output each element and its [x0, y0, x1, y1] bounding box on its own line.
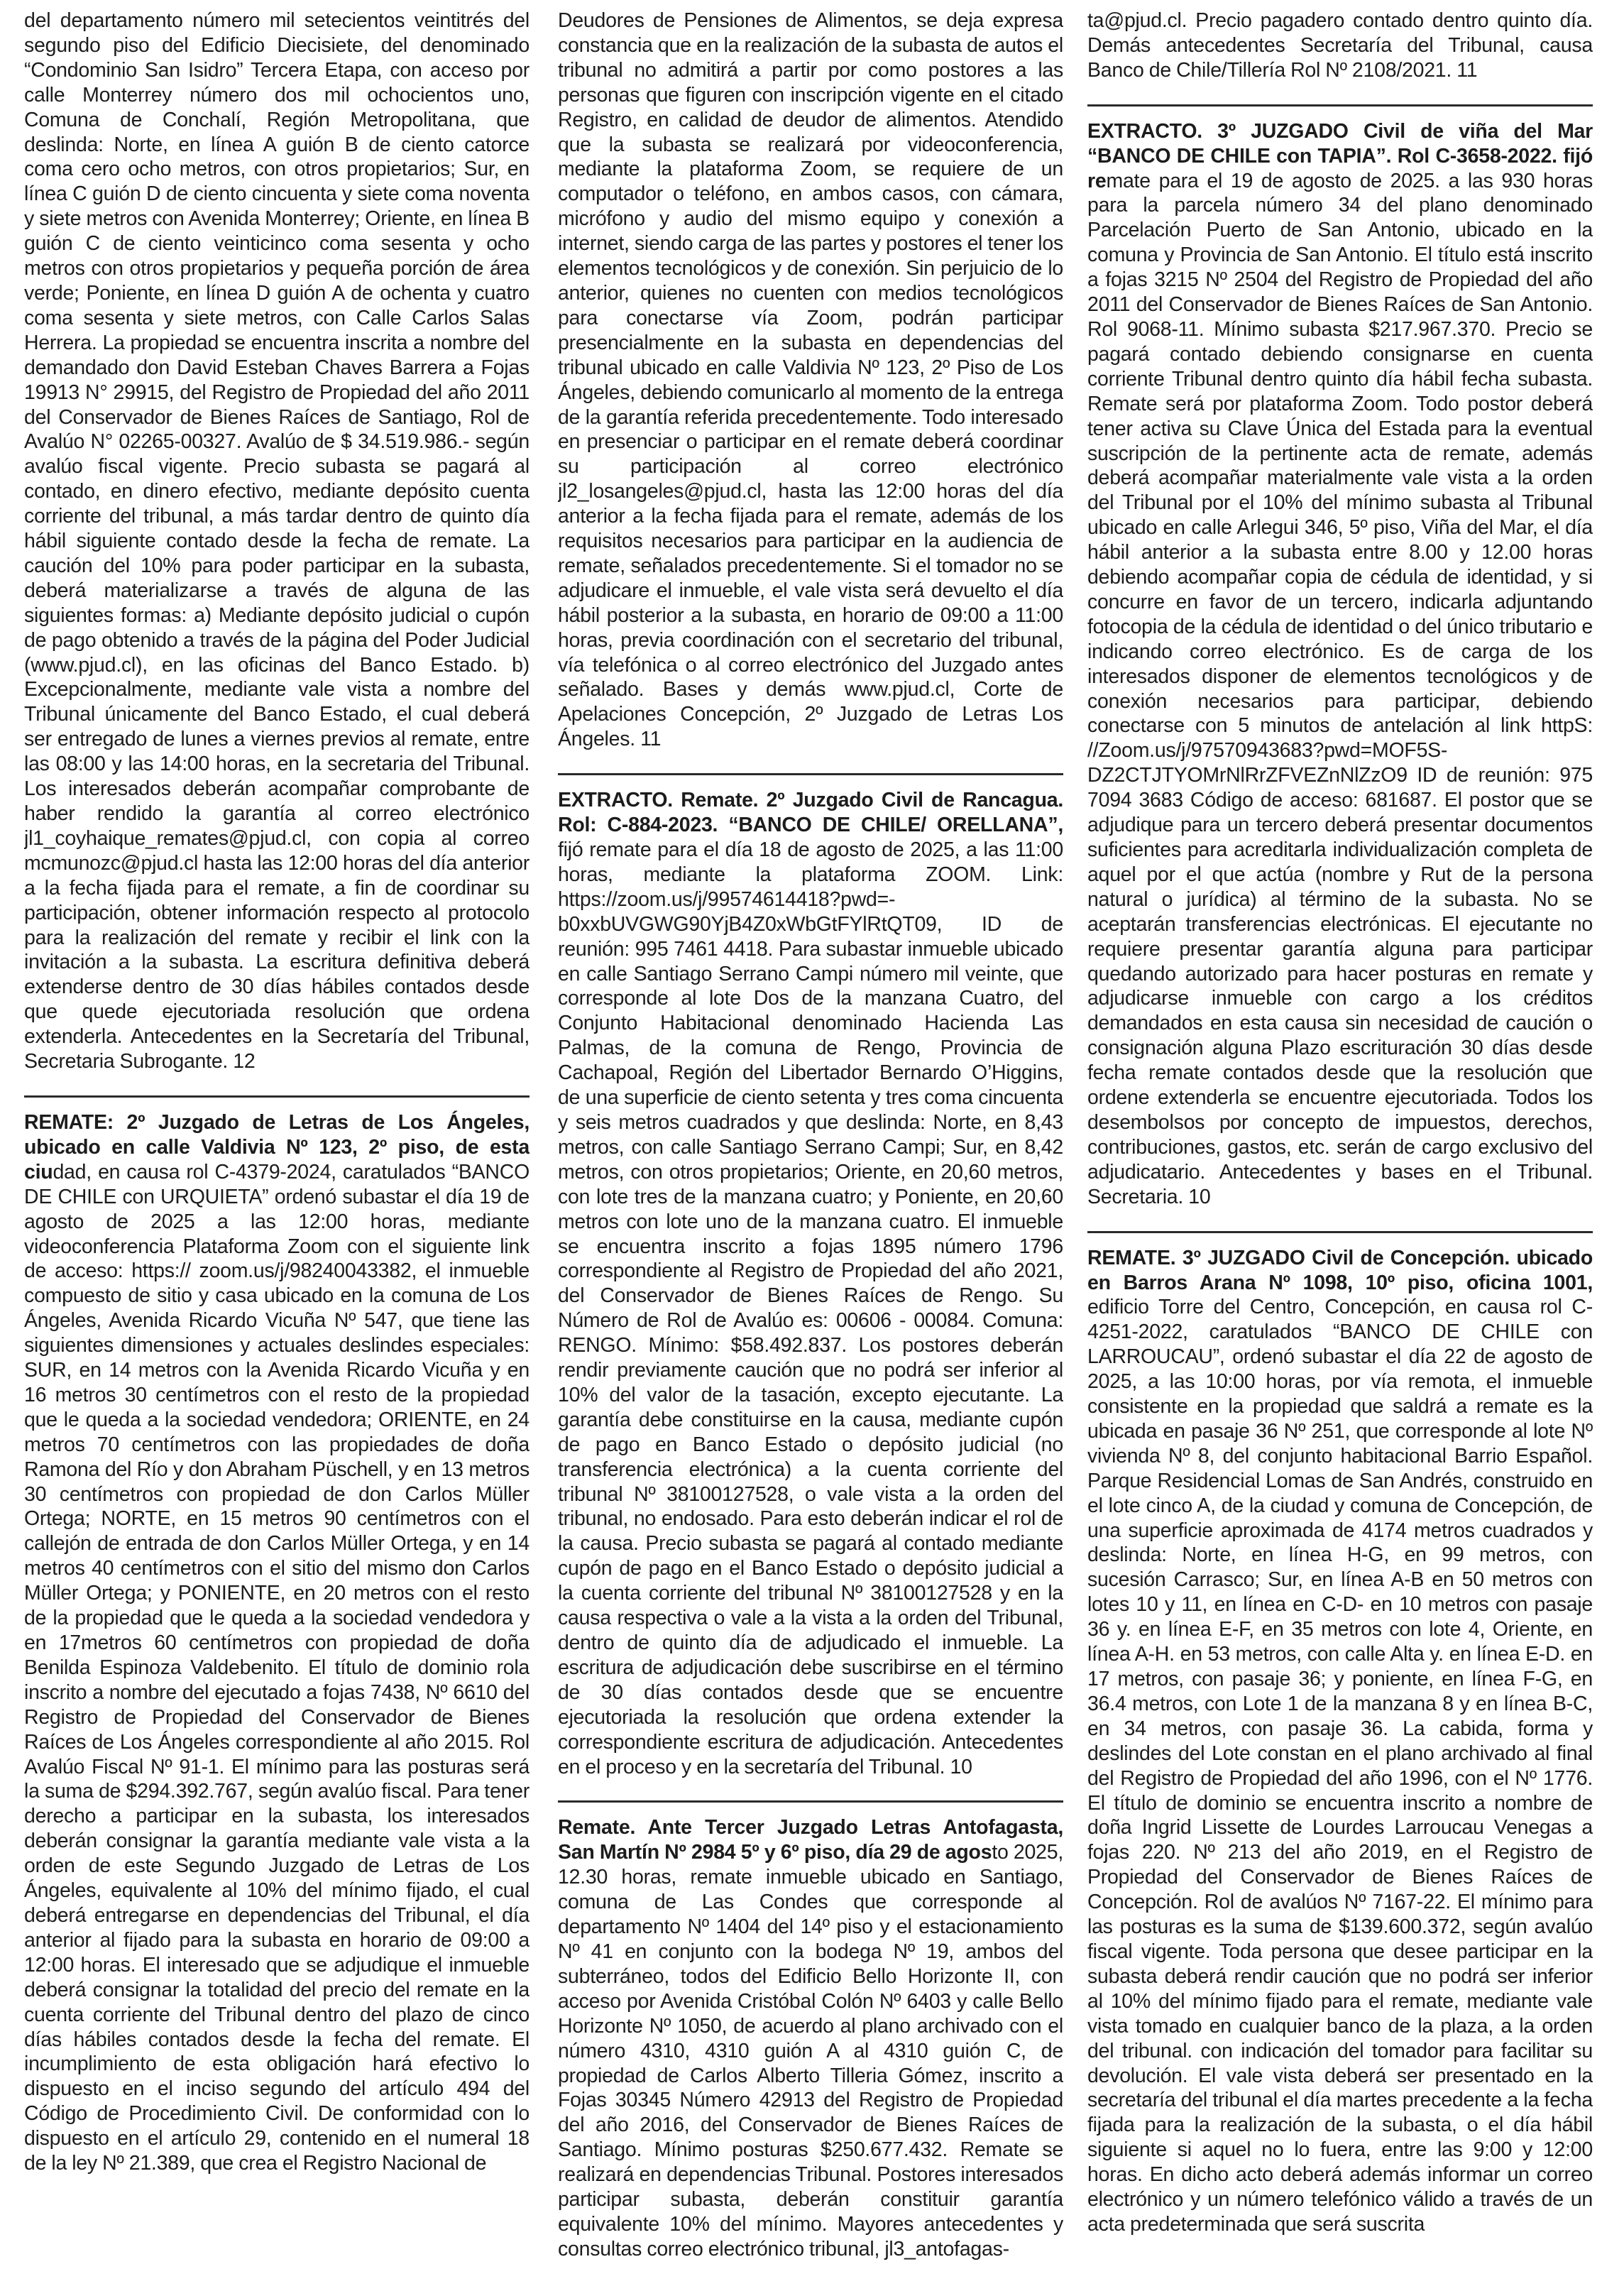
notice-remate-los-angeles: REMATE: 2º Juzgado de Letras de Los Ángeles, ubicado en calle Valdivia Nº 123, 2º piso, de esta ciudad, en causa rol C-4379-2024, caratulados “BANCO DE CHILE con URQUIETA” ordenó subastar el día 19 de agosto de 2025 a las 12:00 horas, mediante videoconferencia Plataforma Zoom con el siguiente link de acceso: https:// zoom.us/j/98240043382, el inmueble compuesto de sitio y casa ubicado en la comuna de Los Ángeles, Avenida Ricardo Vicuña Nº 547, que tiene las siguientes dimensiones y actuales deslindes especiales: SUR, en 14 metros con la Avenida Ricardo Vicuña y en 16 metros 30 centímetros con el resto de la propiedad que le queda a la sociedad vendedora; ORIENTE, en 24 metros 70 centímetros con las propiedades de doña Ramona del Río y don Abraham Püschell, y en 13 metros 30 centímetros con propiedad de don Carlos Müller Ortega; NORTE, en 15 metros 90 centímetros con el callejón de entrada de don Carlos Müller Ortega, y en 14 metros 40 centímetros con el sitio del mismo don Carlos Müller Ortega; y PONIENTE, en 20 metros con el resto de la propiedad que le queda a la sociedad vendedora y en 17metros 60 centímetros con propiedad de doña Benilda Espinoza Valdebenito. El título de dominio rola inscrito a nombre del ejecutado a fojas 7438, Nº 6610 del Registro de Propiedad del Conservador de Bienes Raíces de Los Ángeles correspondiente al año 2015. Rol Avalúo Fiscal Nº 91-1. El mínimo para las posturas será la suma de $294.392.767, según avalúo fiscal. Para tener derecho a participar en la subasta, los interesados deberán consignar la garantía mediante vale vista a la orden de este Segundo Juzgado de Letras de Los Ángeles, equivalente al 10% del mínimo fijado, el cual deberá entregarse en dependencias del Tribunal, el día anterior al fijado para la subasta en horario de 09:00 a 12:00 horas. El interesado que se adjudique el inmueble deberá consignar la totalidad del precio del remate en la cuenta corriente del Tribunal dentro del plazo de cinco días hábiles contados desde la fecha del remate. El incumplimiento de esta obligación hará efectivo lo dispuesto en el inciso segundo del artículo 494 del Código de Procedimiento Civil. De conformidad con lo dispuesto en el artículo 29, contenido en el numeral 18 de la ley Nº 21.389, que crea el Registro Nacional de	[24, 1110, 530, 2175]
notice-continuation: ta@pjud.cl. Precio pagadero contado dentro quinto día. Demás antecedentes Secretaría del Tribunal, causa Banco de Chile/Tillería Rol Nº 2108/2021. 11	[1087, 9, 1593, 82]
notice-divider	[1087, 1231, 1593, 1233]
notice-remate-concepcion: REMATE. 3º JUZGADO Civil de Concepción. ubicado en Barros Arana Nº 1098, 10º piso, oficina 1001, edificio Torre del Centro, Concepción, en causa rol C-4251-2022, caratulados “BANCO DE CHILE con LARROUCAU”, ordenó subastar el día 22 de agosto de 2025, a las 10:00 horas, por vía remota, el inmueble consistente en la propiedad que saldrá a remate es la ubicada en pasaje 36 Nº 251, que corresponde al lote Nº vivienda Nº 8, del conjunto habitacional Barrio Español. Parque Residencial Lomas de San Andrés, construido en el lote cinco A, de la ciudad y comuna de Concepción, de una superficie aproximada de 4174 metros cuadrados y deslinda: Norte, en línea H-G, en 99 metros, con sucesión Carrasco; Sur, en línea A-B en 50 metros con lotes 10 y 11, en línea en C-D- en 10 metros con pasaje 36 y. en línea E-F, en 35 metros con lote 4, Oriente, en línea A-H. en 53 metros, con calle Alta y. en línea E-D. en 17 metros, con pasaje 36; y poniente, en línea F-G, en 36.4 metros, con Lote 1 de la manzana 8 y en línea B-C, en 34 metros, con pasaje 36. La cabida, forma y deslindes del Lote constan en el plano archivado al final del Registro de Propiedad del año 1996, con el Nº 1776. El título de dominio se encuentra inscrito a nombre de doña Ingrid Lissette de Lourdes Larroucau Venegas a fojas 220. Nº 213 del año 2019, en el Registro de Propiedad del Conservador de Bienes Raíces de Concepción. Rol de avalúos Nº 7167-22. El mínimo para las posturas es la suma de $139.600.372, según avalúo fiscal vigente. Toda persona que desee participar en la subasta deberá rendir caución que no podrá ser inferior al 10% del mínimo fijado para el remate, mediante vale vista tomado en cualquier banco de la plaza, a la orden del tribunal. con indicación del tomador para facilitar su devolución. El vale vista deberá ser presentado en la secretaría del tribunal el día martes precedente a la fecha fijada para la realización de la subasta, o el día hábil siguiente si aquel no lo fuera, entre las 9:00 y 12:00 horas. En dicho acto deberá además informar un correo electrónico y un número telefónico válido a través de un acta predeterminada que será suscrita	[1087, 1246, 1593, 2236]
notice-heading: REMATE. 3º JUZGADO Civil de Concepción. ubicado en Barros Arana Nº 1098, 10º piso, oficina 1001,	[1087, 1246, 1593, 1294]
notice-extracto-rancagua: EXTRACTO. Remate. 2º Juzgado Civil de Rancagua. Rol: C-884-2023. “BANCO DE CHILE/ ORELLANA”, fijó remate para el día 18 de agosto de 2025, a las 11:00 horas, mediante la plataforma ZOOM. Link: https://zoom.us/j/99574614418?pwd=-b0xxbUVGWG90YjB4Z0xWbGtFYlRtQT09, ID de reunión: 995 7461 4418. Para subastar inmueble ubicado en calle Santiago Serrano Campi número mil veinte, que corresponde al lote Dos de la manzana Cuatro, del Conjunto Habitacional denominado Hacienda Las Palmas, de la comuna de Rengo, Provincia de Cachapoal, Región del Libertador Bernardo O’Higgins, de una superficie de ciento setenta y tres coma cincuenta y seis metros cuadrados y que deslinda: Norte, en 8,43 metros, con calle Santiago Serrano Campi; Sur, en 8,42 metros, con otros propietarios; Oriente, en 20,60 metros, con lote tres de la manzana cuatro; y Poniente, en 20,60 metros con lote uno de la manzana cuatro. El inmueble se encuentra inscrito a fojas 1895 número 1796 correspondiente al Registro de Propiedad del año 2021, del Conservador de Bienes Raíces de Rengo. Su Número de Rol de Avalúo es: 00606 - 00084. Comuna: RENGO. Mínimo: $58.492.837. Los postores deberán rendir previamente caución que no podrá ser inferior al 10% del valor de la tasación, excepto ejecutante. La garantía debe constituirse en la causa, mediante cupón de pago en Banco Estado o depósito judicial (no transferencia electrónica) a la cuenta corriente del tribunal Nº 38100127528, o vale vista a la orden del tribunal, no endosado. Para esto deberán indicar el rol de la causa. Precio subasta se pagará al contado mediante cupón de pago en el Banco Estado o depósito judicial a la cuenta corriente del tribunal Nº 38100127528 y en la causa respectiva o vale a la vista a la orden del Tribunal, dentro de quinto día de adjudicado el inmueble. La escritura de adjudicación debe suscribirse en el término de 30 días contados desde que se encuentre ejecutoriada la resolución que ordena extender la correspondiente escritura de adjudicación. Antecedentes en el proceso y en la secretaría del Tribunal. 10	[558, 789, 1063, 1778]
notice-continuation: Deudores de Pensiones de Alimentos, se deja expresa constancia que en la realización de la subasta de autos el tribunal no admitirá a partir por como postores a las personas que figuren con inscripción vigente en el citado Registro, en calidad de deudor de alimentos. Atendido que la subasta se realizará por videoconferencia, mediante la plataforma Zoom, se requiere de un computador o teléfono, en ambos casos, con cámara, micrófono y audio del mismo equipo y conexión a internet, siendo carga de las partes y postores el tener los elementos tecnológicos y de conexión. Sin perjuicio de lo anterior, quienes no cuenten con medios tecnológicos para conectarse vía Zoom, podrán participar presencialmente en la subasta en dependencias del tribunal ubicado en calle Valdivia Nº 123, 2º Piso de Los Ángeles, debiendo comunicarlo al momento de la entrega de la garantía referida precedentemente. Todo interesado en presenciar o participar en el remate deberá coordinar su participación al correo electrónico jl2_losangeles@pjud.cl, hasta las 12:00 horas del día anterior a la fecha fijada para el remate, además de los requisitos necesarios para participar en la audiencia de remate, señalados precedentemente. Si el tomador no se adjudicare el inmueble, el vale vista será devuelto el día hábil posterior a la subasta, en horario de 09:00 a 11:00 horas, previa coordinación con el secretario del tribunal, vía telefónica o al correo electrónico del Juzgado antes señalado. Bases y demás www.pjud.cl, Corte de Apelaciones Concepción, 2º Juzgado de Letras Los Ángeles. 11	[558, 9, 1063, 751]
notice-heading: REMATE: 2º Juzgado de Letras de Los Ángeles, ubicado en calle Valdivia Nº 123, 2º piso, de esta ciu	[24, 1110, 530, 1183]
column-3	[1087, 9, 1593, 2263]
notice-extracto-vina-del-mar: EXTRACTO. 3º JUZGADO Civil de viña del Mar “BANCO DE CHILE con TAPIA”. Rol C-3658-2022. fijó remate para el 19 de agosto de 2025. a las 930 horas para la parcela número 34 del plano denominado Parcelación Puerto de San Antonio, ubicado en la comuna y Provincia de San Antonio. El título está inscrito a fojas 3215 Nº 2504 del Registro de Propiedad del año 2011 del Conservador de Bienes Raíces de San Antonio. Rol 9068-11. Mínimo subasta $217.967.370. Precio se pagará contado debiendo consignarse en cuenta corriente Tribunal dentro quinto día hábil fecha subasta. Remate será por plataforma Zoom. Todo postor deberá tener activa su Clave Única del Estada para la eventual suscripción de la pertinente acta de remate, además deberá acompañar materialmente vale vista a la orden del Tribunal por el 10% del mínimo subasta al Tribunal ubicado en calle Arlegui 346, 5º piso, Viña del Mar, el día hábil anterior a la subasta entre 8.00 y 12.00 horas debiendo acompañar copia de cédula de identidad, y si concurre en favor de un tercero, indicarla adjuntando fotocopia de la cédula de identidad o del único tributario e indicando correo electrónico. Es de carga de los interesados disponer de elementos tecnológicos y de conexión necesarios para participar, debiendo conectarse con 5 minutos de antelación al link httpS: //Zoom.us/j/97570943683?pwd=MOF5S-DZ2CTJTYOMrNlRrZFVEZnNlZzO9 ID de reunión: 975 7094 3683 Código de acceso: 681687. El postor que se adjudique para un tercero deberá presentar documentos suficientes para acreditarla individualización completa de aquel por el que actúa (nombre y Rut de la persona natural o jurídica) al término de la subasta. No se aceptarán transferencias electrónicas. El ejecutante no requiere presentar garantía alguna para participar quedando autorizado para hacer posturas en remate y adjudicarse inmueble con cargo a los créditos demandados en esta causa sin necesidad de caución o consignación alguna Plazo escrituración 30 días desde fecha remate contados desde que la resolución que ordene extenderla se encuentre ejecutoriada. Todos los desembolsos por concepto de impuestos, derechos, contribuciones, gastos, etc. serán de cargo exclusivo del adjudicatario. Antecedentes y bases en el Tribunal. Secretaria. 10	[1087, 119, 1593, 1208]
column-1	[24, 9, 530, 2263]
notice-divider	[1087, 104, 1593, 106]
notice-divider	[558, 1800, 1063, 1803]
notice-continuation: del departamento número mil setecientos veintitrés del segundo piso del Edificio Diecisiete, del denominado “Condominio San Isidro” Tercera Etapa, con acceso por calle Monterrey número dos mil ochocientos uno, Comuna de Conchalí, Región Metropolitana, que deslinda: Norte, en línea A guión B de ciento catorce coma cero ocho metros, con otros propietarios; Sur, en línea C guión D de ciento cincuenta y siete coma noventa y siete metros con Avenida Monterrey; Oriente, en línea B guión C de ciento veinticinco coma sesenta y ocho metros con otros propietarios y pequeña porción de área verde; Poniente, en línea D guión A de ochenta y cuatro coma sesenta y siete metros, con Calle Carlos Salas Herrera. La propiedad se encuentra inscrita a nombre del demandado don David Esteban Chaves Barrera a Fojas 19913 N° 29915, del Registro de Propiedad del año 2011 del Conservador de Bienes Raíces de Santiago, Rol de Avalúo N° 02265-00327. Avalúo de $ 34.519.986.- según avalúo fiscal vigente. Precio subasta se pagará al contado, en dinero efectivo, mediante depósito cuenta corriente del tribunal, a más tardar dentro de quinto día hábil siguiente contado desde la fecha de remate. La caución del 10% para poder participar en la subasta, deberá materializarse a través de alguna de las siguientes formas: a) Mediante depósito judicial o cupón de pago obtenido a través de la página del Poder Judicial (www.pjud.cl), en las oficinas del Banco Estado. b) Excepcionalmente, mediante vale vista a nombre del Tribunal únicamente del Banco Estado, el cual deberá ser entregado de lunes a viernes previos al remate, entre las 08:00 y las 14:00 horas, en la secretaria del Tribunal. Los interesados deberán acompañar comprobante de haber rendido la garantía al correo electrónico jl1_coyhaique_remates@pjud.cl, con copia al correo mcmunozc@pjud.cl hasta las 12:00 horas del día anterior a la fecha fijada para el remate, a fin de coordinar su participación, obtener información respecto al protocolo para la realización del remate y recibir el link con la invitación a la subasta. La escritura definitiva deberá extenderse dentro de 30 días hábiles contados desde que quede ejecutoriada resolución que ordena extenderla. Antecedentes en la Secretaría del Tribunal, Secretaria Subrogante. 12	[24, 9, 530, 1073]
notice-divider	[24, 1095, 530, 1098]
notice-divider	[558, 773, 1063, 775]
notice-remate-antofagasta: Remate. Ante Tercer Juzgado Letras Antofagasta, San Martín Nº 2984 5º y 6º piso, día 29 de agosto 2025, 12.30 horas, remate inmueble ubicado en Santiago, comuna de Las Condes que corresponde al departamento Nº 1404 del 14º piso y el estacionamiento Nº 41 en conjunto con la bodega Nº 19, ambos del subterráneo, todos del Edificio Bello Horizonte II, con acceso por Avenida Cristóbal Colón Nº 6403 y calle Bello Horizonte Nº 1050, de acuerdo al plano archivado con el número 4310, 4310 guión A al 4310 guión C, de propiedad de Carlos Alberto Tilleria Gómez, inscrito a Fojas 30345 Número 42913 del Registro de Propiedad del año 2016, del Conservador de Bienes Raíces de Santiago. Mínimo posturas $250.677.432. Remate se realizará en dependencias Tribunal. Postores interesados participar subasta, deberán constituir garantía equivalente 10% del mínimo. Mayores antecedentes y consultas correo electrónico tribunal, jl3_antofagas-	[558, 1816, 1063, 2260]
notice-heading: EXTRACTO. 3º JUZGADO Civil de viña del Mar “BANCO DE CHILE con TAPIA”. Rol C-3658-2022. fijó re	[1087, 119, 1593, 192]
notice-heading: Remate. Ante Tercer Juzgado Letras Antofagasta, San Martín Nº 2984 5º y 6º piso, día 29 de agos	[558, 1816, 1063, 1864]
column-2	[558, 9, 1063, 2263]
notice-heading: EXTRACTO. Remate. 2º Juzgado Civil de Rancagua. Rol: C-884-2023. “BANCO DE CHILE/ ORELLANA”,	[558, 789, 1063, 837]
